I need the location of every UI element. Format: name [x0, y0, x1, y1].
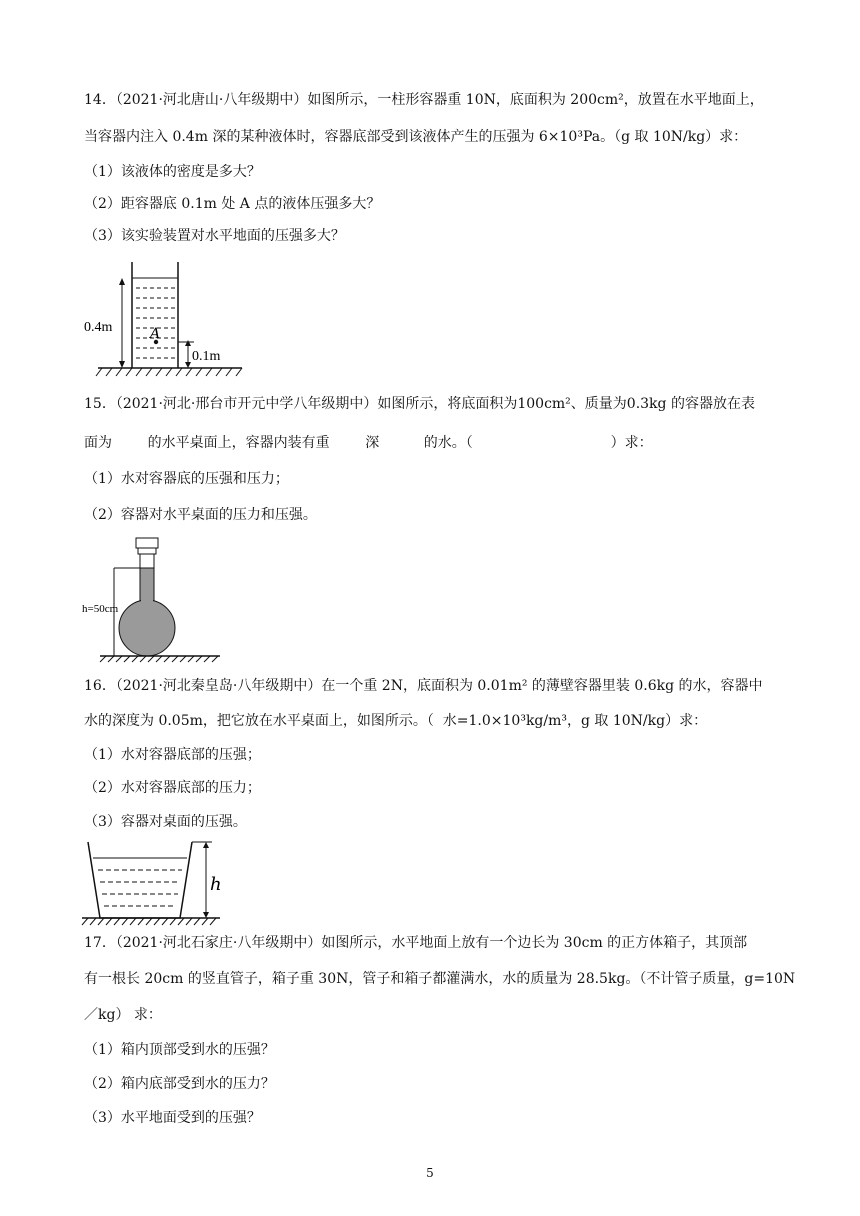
- q15-text-line-2: 面为 的水平桌面上，容器内装有重 深 的水。（ ）求：: [84, 435, 653, 451]
- q14-subquestion-2: （2）距容器底 0.1m 处 A 点的液体压强多大？: [84, 196, 381, 212]
- q15-text-line-1: 15．（2021·河北·邢台市开元中学八年级期中）如图所示，将底面积为100cm²、质量为0.3kg 的容器放在表: [84, 396, 755, 412]
- q16-subquestion-1: （1）水对容器底部的压强；: [84, 747, 261, 763]
- q17-text-line-1: 17．（2021·河北石家庄·八年级期中）如图所示，水平地面上放有一个边长为 30cm 的正方体箱子，其顶部: [84, 935, 748, 951]
- q14-subquestion-3: （3）该实验装置对水平地面的压强多大？: [84, 228, 345, 244]
- q16-subquestion-3: （3）容器对桌面的压强。: [84, 814, 247, 830]
- q14-point-label: A: [150, 326, 161, 342]
- q15-subquestion-1: （1）水对容器底的压强和压力；: [84, 471, 289, 487]
- q17-text-line-3: ／kg） 求：: [84, 1007, 162, 1023]
- q16-height-label: h: [210, 874, 222, 895]
- q16-container-figure: [80, 838, 230, 930]
- q17-subquestion-2: （2）箱内底部受到水的压力？: [84, 1076, 275, 1092]
- q16-text-line-1: 16．（2021·河北秦皇岛·八年级期中）在一个重 2N，底面积为 0.01m² 的薄壁容器里装 0.6kg 的水，容器中: [84, 678, 763, 694]
- q15-subquestion-2: （2）容器对水平桌面的压力和压强。: [84, 507, 317, 523]
- q17-subquestion-1: （1）箱内顶部受到水的压强？: [84, 1042, 275, 1058]
- page-number: 5: [426, 1166, 434, 1180]
- q16-subquestion-2: （2）水对容器底部的压力；: [84, 780, 261, 796]
- q14-height-label: 0.4m: [84, 320, 113, 335]
- q17-subquestion-3: （3）水平地面受到的压强？: [84, 1110, 261, 1126]
- q14-text-line-1: 14．（2021·河北唐山·八年级期中）如图所示，一柱形容器重 10N，底面积为 200cm²，放置在水平地面上，: [84, 92, 764, 108]
- q14-text-line-2: 当容器内注入 0.4m 深的某种液体时，容器底部受到该液体产生的压强为 6×10³Pa。（g 取 10N/kg）求：: [84, 129, 748, 145]
- q15-height-label: h=50cm: [82, 603, 119, 615]
- q14-container-figure: [84, 258, 254, 382]
- q16-text-line-2: 水的深度为 0.05m，把它放在水平桌面上，如图所示。（ 水=1.0×10³kg/m³，g 取 10N/kg）求：: [84, 713, 708, 729]
- q14-low-label: 0.1m: [192, 349, 221, 364]
- q14-subquestion-1: （1）该液体的密度是多大？: [84, 164, 261, 180]
- q15-flask-figure: [80, 534, 230, 664]
- q17-text-line-2: 有一根长 20cm 的竖直管子，箱子重 30N，管子和箱子都灌满水，水的质量为 28.5kg。（不计管子质量，g=10N: [84, 971, 796, 987]
